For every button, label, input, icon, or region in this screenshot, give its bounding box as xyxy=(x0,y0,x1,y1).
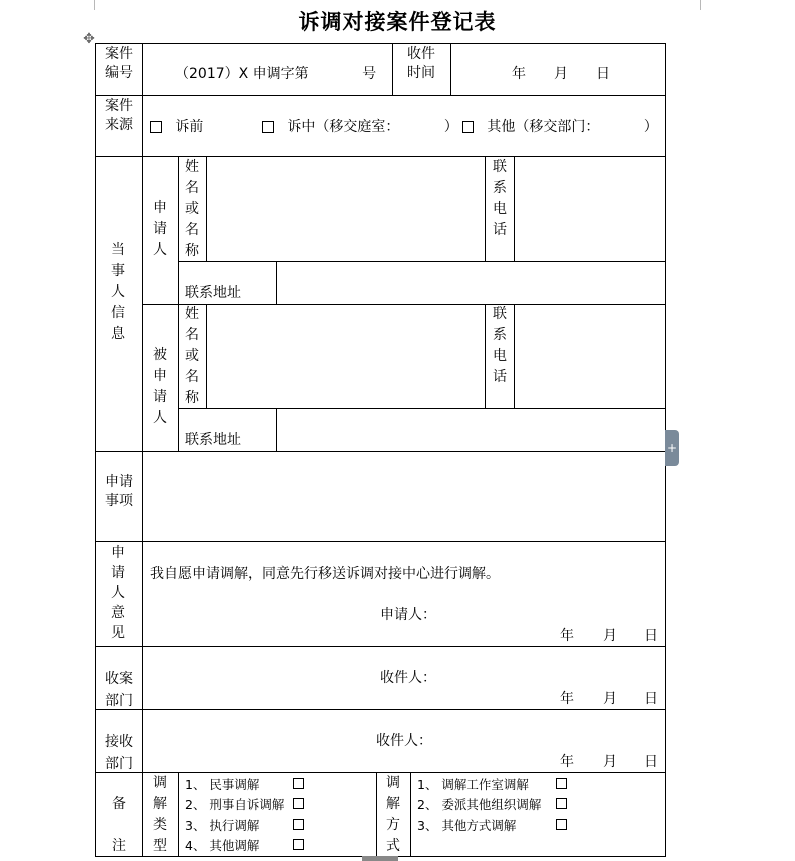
mediation-type-4: 4、 其他调解 xyxy=(185,838,260,853)
matters-label: 申请 事项 xyxy=(105,474,133,509)
opinion-date-day: 日 xyxy=(644,628,658,644)
case-source-label: 案件 来源 xyxy=(105,98,133,133)
opinion-statement: 我自愿申请调解，同意先行移送诉调对接中心进行调解。 xyxy=(150,566,500,582)
date-day: 日 xyxy=(596,66,610,82)
accepting-date-month: 月 xyxy=(603,754,617,770)
mediation-type-3: 3、 执行调解 xyxy=(185,818,260,833)
mediation-method-2: 2、 委派其他组织调解 xyxy=(417,797,542,812)
date-month: 月 xyxy=(554,66,568,82)
respondent-name-label: 姓 名 或 名 称 xyxy=(185,306,199,406)
receiving-signer: 收件人： xyxy=(380,670,436,686)
receiving-date-year: 年 xyxy=(560,691,574,707)
case-number-label: 案件 编号 xyxy=(105,46,133,81)
applicant-name-label: 姓 名 或 名 称 xyxy=(185,159,199,259)
mediation-method-1: 1、 调解工作室调解 xyxy=(417,777,529,792)
checkbox[interactable] xyxy=(462,121,474,133)
column-resize-handle[interactable] xyxy=(362,856,398,861)
accepting-date-day: 日 xyxy=(644,754,658,770)
opinion-date-month: 月 xyxy=(603,628,617,644)
checkbox[interactable] xyxy=(262,121,274,133)
mediation-method-3: 3、 其他方式调解 xyxy=(417,818,517,833)
case-number-value: （2017）X 申调字第 号 xyxy=(175,66,377,82)
applicant-address-label: 联系地址 xyxy=(185,285,241,301)
mediation-type-2-checkbox[interactable] xyxy=(293,798,304,809)
mediation-method-1-checkbox[interactable] xyxy=(556,778,567,789)
mediation-method-3-checkbox[interactable] xyxy=(556,819,567,830)
opinion-date-year: 年 xyxy=(560,628,574,644)
respondent-phone-label: 联 系 电 话 xyxy=(493,306,507,385)
mediation-type-1: 1、 民事调解 xyxy=(185,777,260,792)
mediation-type-4-checkbox[interactable] xyxy=(293,839,304,850)
receiving-date-day: 日 xyxy=(644,691,658,707)
accepting-dept-label: 接收 部门 xyxy=(105,734,133,772)
accepting-signer: 收件人： xyxy=(376,733,432,749)
mediation-method-label: 调 解 方 式 xyxy=(386,775,400,854)
respondent-label: 被 申 请 人 xyxy=(153,347,167,426)
applicant-phone-label: 联 系 电 话 xyxy=(493,159,507,238)
receiving-dept-label: 收案 部门 xyxy=(105,671,133,709)
receiving-date-month: 月 xyxy=(603,691,617,707)
mediation-type-3-checkbox[interactable] xyxy=(293,819,304,830)
source-option-in-litigation[interactable]: 诉中（移交庭室： ） xyxy=(262,119,458,135)
form-title: 诉调对接案件登记表 xyxy=(298,10,497,34)
opinion-label: 申 请 人 意 见 xyxy=(111,545,125,641)
mediation-method-2-checkbox[interactable] xyxy=(556,798,567,809)
source-option-pre-litigation[interactable]: 诉前 xyxy=(150,119,203,135)
receipt-time-label: 收件 时间 xyxy=(407,46,435,81)
opinion-signer: 申请人： xyxy=(380,607,436,623)
mediation-type-1-checkbox[interactable] xyxy=(293,778,304,789)
mediation-type-label: 调 解 类 型 xyxy=(153,775,167,854)
applicant-label: 申 请 人 xyxy=(153,200,167,258)
checkbox[interactable] xyxy=(150,121,162,133)
remarks-label-top: 备 xyxy=(112,796,126,812)
mediation-type-2: 2、 刑事自诉调解 xyxy=(185,797,285,812)
parties-group-label: 当 事 人 信 息 xyxy=(111,242,125,342)
respondent-address-label: 联系地址 xyxy=(185,432,241,448)
remarks-label-bottom: 注 xyxy=(112,838,126,854)
move-icon[interactable]: ✥ xyxy=(83,31,95,47)
source-option-other[interactable]: 其他（移交部门： ） xyxy=(462,119,658,135)
date-year: 年 xyxy=(512,66,526,82)
plus-icon[interactable]: + xyxy=(665,430,679,466)
accepting-date-year: 年 xyxy=(560,754,574,770)
